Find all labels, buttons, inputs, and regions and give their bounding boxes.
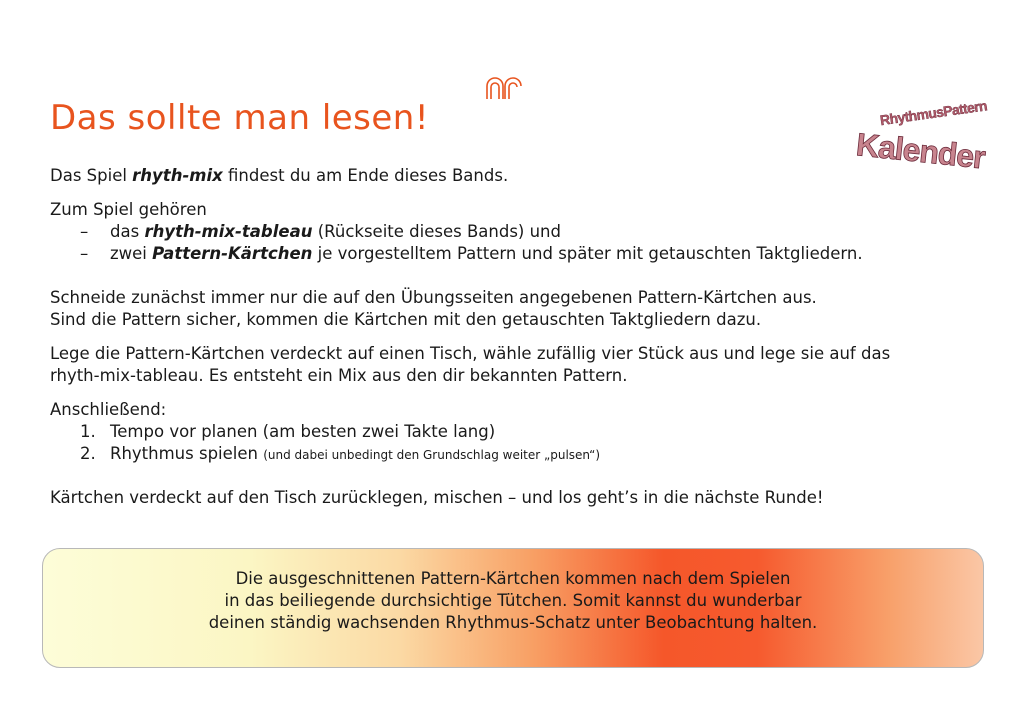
rhythmus-pattern-kalender-logo bbox=[852, 96, 992, 176]
step-note: (und dabei unbedingt den Grundschlag weiter „pulsen“) bbox=[263, 448, 601, 462]
page-title: Das sollte man lesen! bbox=[50, 98, 429, 138]
cut-line-2: Sind die Pattern sicher, kommen die Kärtchen mit den getauschten Taktgliedern dazu. bbox=[50, 310, 762, 329]
includes-heading: Zum Spiel gehören bbox=[50, 200, 207, 219]
intro-paragraph bbox=[50, 165, 1000, 187]
lay-line-2: rhyth-mix-tableau. Es entsteht ein Mix aus den dir bekannten Pattern. bbox=[50, 366, 628, 385]
item2-pre: zwei bbox=[110, 244, 153, 263]
steps-heading: Anschließend: bbox=[50, 400, 167, 419]
list-marker: – bbox=[80, 222, 89, 241]
includes-section bbox=[50, 199, 1000, 265]
list-item bbox=[50, 443, 1000, 466]
info-line-3: deinen ständig wachsenden Rhythmus-Schatz unter Beobachtung halten. bbox=[208, 613, 818, 632]
list-item bbox=[50, 421, 1000, 443]
item1-bold: rhyth-mix-tableau bbox=[144, 222, 313, 241]
lay-paragraph bbox=[50, 343, 1000, 387]
steps-section bbox=[50, 399, 1000, 466]
step-number: 2. bbox=[80, 444, 96, 463]
badge-bottom-text: Kalender bbox=[854, 126, 987, 176]
list-item bbox=[50, 243, 1000, 265]
closing-paragraph: Kärtchen verdeckt auf den Tisch zurücklegen, mischen – und los geht’s in die nächste Runde! bbox=[50, 488, 824, 507]
list-item bbox=[50, 221, 1000, 243]
item1-pre: das bbox=[110, 222, 145, 241]
cut-line-1: Schneide zunächst immer nur die auf den Übungsseiten angegebenen Pattern-Kärtchen aus. bbox=[50, 288, 817, 307]
arches-logo-icon bbox=[484, 74, 524, 100]
cut-paragraph bbox=[50, 287, 1000, 331]
game-name: rhyth-mix bbox=[132, 166, 223, 185]
item2-bold: Pattern-Kärtchen bbox=[152, 244, 313, 263]
info-line-1: Die ausgeschnittenen Pattern-Kärtchen kommen nach dem Spielen bbox=[235, 569, 791, 588]
item2-post: je vorgestelltem Pattern und später mit getauschten Taktgliedern. bbox=[312, 244, 863, 263]
info-line-2: in das beiliegende durchsichtige Tütchen. Somit kannst du wunderbar bbox=[224, 591, 802, 610]
intro-post: findest du am Ende dieses Bands. bbox=[222, 166, 509, 185]
item1-post: (Rückseite dieses Bands) und bbox=[312, 222, 561, 241]
info-box bbox=[42, 548, 984, 668]
lay-line-1: Lege die Pattern-Kärtchen verdeckt auf einen Tisch, wähle zufällig vier Stück aus und lege sie auf das bbox=[50, 344, 891, 363]
step-text: Tempo vor planen (am besten zwei Takte lang) bbox=[110, 422, 496, 441]
badge-top-text: RhythmusPattern bbox=[878, 97, 988, 129]
list-marker: – bbox=[80, 244, 89, 263]
intro-pre: Das Spiel bbox=[50, 166, 133, 185]
step-number: 1. bbox=[80, 422, 96, 441]
step-text: Rhythmus spielen bbox=[110, 444, 258, 463]
